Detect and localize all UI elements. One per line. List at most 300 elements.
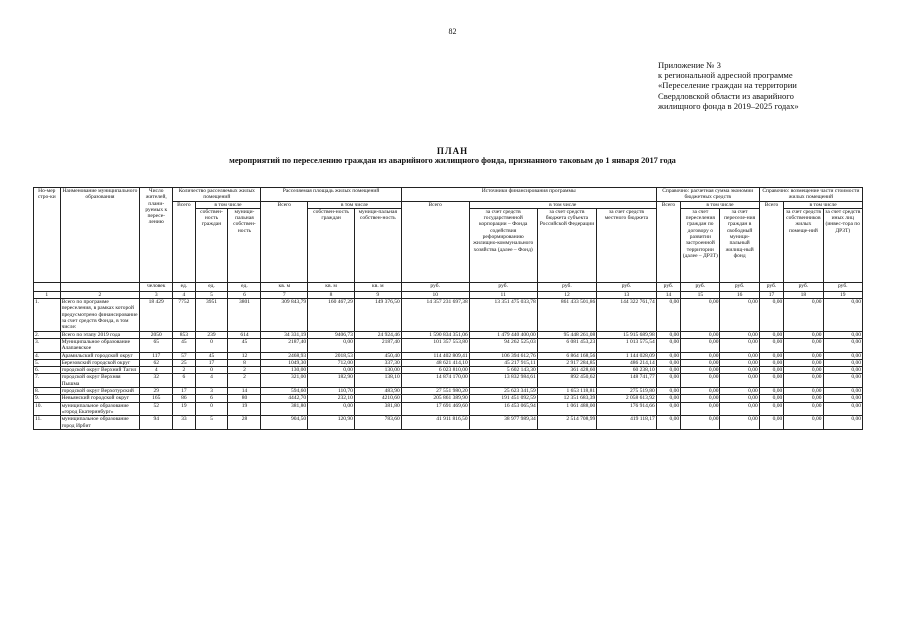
value-cell: 48 621 414,10 [401,359,469,366]
value-cell: 0,00 [823,374,862,388]
table-row [34,416,863,430]
table-row [34,367,863,374]
value-cell: 4442,70 [261,395,308,402]
value-cell: 0,00 [759,331,783,338]
value-cell: 94 262 525,03 [469,338,537,352]
value-cell: 38 977 989,34 [469,416,537,430]
unit-cell: руб. [469,282,537,291]
header-private: собствен-ность граждан [308,208,355,282]
value-cell: 2 514 708,99 [537,416,597,430]
value-cell: 17 [173,388,195,395]
value-cell: 0,00 [681,299,720,331]
value-cell: 182,90 [308,374,355,388]
value-cell: 0,00 [681,416,720,430]
value-cell: 0,00 [656,395,680,402]
unit-cell: ед. [173,282,195,291]
value-cell: 712,00 [308,359,355,366]
value-cell: 4 [195,374,228,388]
value-cell: 117 [140,352,173,359]
header-total: Всего [656,201,680,282]
unit-cell: руб. [537,282,597,291]
appendix-line: Приложение № 3 [658,60,721,70]
value-cell: 45 [228,338,261,352]
row-number-cell: 1. [34,299,61,331]
value-cell: 275 519,80 [597,388,657,395]
value-cell: 0,00 [681,367,720,374]
header-incl: в том числе [681,201,760,208]
data-body [34,299,863,430]
row-number-cell: 3. [34,338,61,352]
value-cell: 0,00 [759,338,783,352]
column-number-cell: 11 [469,291,537,298]
unit-cell: ед. [228,282,261,291]
column-number-cell: 2 [60,291,140,298]
value-cell: 321,00 [261,374,308,388]
row-number-cell: 9. [34,395,61,402]
value-cell: 2 917 284,85 [537,359,597,366]
row-number-cell: 8. [34,388,61,395]
header-econ-group: Справочно: расчетная сумма экономии бюджетных средств [656,188,759,202]
header-finance-group: Источники финансирования программы [401,188,656,202]
value-cell: 130,00 [354,367,401,374]
value-cell: 0,00 [759,359,783,366]
value-cell: 0,00 [784,395,823,402]
value-cell: 7752 [173,299,195,331]
value-cell: 0 [195,367,228,374]
value-cell: 14 357 231 697,38 [401,299,469,331]
value-cell: 0,00 [823,359,862,366]
header-area-group: Расселяемая площадь жилых помещений [261,188,401,202]
municipality-name-cell: муниципальное образование «город Екатеринбург» [60,402,140,416]
value-cell: 0,00 [720,359,759,366]
value-cell: 0,00 [759,367,783,374]
value-cell: 0,00 [759,374,783,388]
value-cell: 3801 [228,299,261,331]
value-cell: 0,00 [784,331,823,338]
header-comp-group: Справочно: возмещение части стоимости жилых помещений [759,188,862,202]
value-cell: 80 [228,395,261,402]
value-cell: 0,00 [784,388,823,395]
value-cell: 0,00 [823,402,862,416]
column-number-cell: 1 [34,291,61,298]
value-cell: 419 118,17 [597,416,657,430]
unit-cell: руб. [597,282,657,291]
row-number-cell: 11. [34,416,61,430]
value-cell: 8 [228,359,261,366]
value-cell: 9406,73 [308,331,355,338]
value-cell: 12 351 683,39 [537,395,597,402]
value-cell: 0,00 [759,395,783,402]
header-total: Всего [261,201,308,282]
table-row [34,395,863,402]
value-cell: 2 058 613,92 [597,395,657,402]
value-cell: 0,00 [784,359,823,366]
value-cell: 232,10 [308,395,355,402]
row-number-cell: 10. [34,402,61,416]
value-cell: 191 451 092,59 [469,395,537,402]
value-cell: 0,00 [681,374,720,388]
value-cell: 0,00 [759,299,783,331]
value-cell: 3951 [195,299,228,331]
column-number-row [34,291,863,298]
value-cell: 94 [140,416,173,430]
column-number-cell: 14 [656,291,680,298]
value-cell: 1 013 575,54 [597,338,657,352]
value-cell: 0,00 [681,359,720,366]
municipality-name-cell: городской округ Верхотурский [60,388,140,395]
unit-cell [34,282,61,291]
value-cell: 0,00 [656,338,680,352]
unit-cell: руб. [681,282,720,291]
value-cell: 0,00 [681,352,720,359]
value-cell: 1 653 118,81 [537,388,597,395]
header-row-1 [34,188,863,202]
value-cell: 594,60 [261,388,308,395]
column-number-cell: 12 [537,291,597,298]
header-municipal: муници-пальная собствен-ность [228,208,261,282]
header-private: собствен-ность граждан [195,208,228,282]
value-cell: 483,90 [354,388,401,395]
value-cell: 1 479 440 400,00 [469,331,537,338]
value-cell: 110,70 [308,388,355,395]
value-cell: 101 357 553,80 [401,338,469,352]
header-incl: в том числе [469,201,656,208]
row-number-cell: 4. [34,352,61,359]
value-cell: 0,00 [656,352,680,359]
value-cell: 25 [173,359,195,366]
value-cell: 0,00 [759,416,783,430]
value-cell: 0,00 [823,338,862,352]
value-cell: 1049,30 [261,359,308,366]
value-cell: 0,00 [308,367,355,374]
value-cell: 29 [140,388,173,395]
column-number-cell: 8 [308,291,355,298]
value-cell: 6 [173,374,195,388]
header-rooms-group: Количество расселяемых жилых помещений [173,188,261,202]
municipality-name-cell: Березовский городской округ [60,359,140,366]
value-cell: 0,00 [308,402,355,416]
value-cell: 18 429 [140,299,173,331]
value-cell: 2187,40 [261,338,308,352]
value-cell: 12 [228,352,261,359]
value-cell: 4210,60 [354,395,401,402]
value-cell: 0,00 [720,331,759,338]
value-cell: 0,00 [656,359,680,366]
value-cell: 148 741,77 [597,374,657,388]
value-cell: 0,00 [656,416,680,430]
appendix-line: Свердловской области из аварийного [658,90,794,101]
column-number-cell: 15 [681,291,720,298]
value-cell: 2 [173,367,195,374]
value-cell: 65 [140,338,173,352]
value-cell: 106 394 612,76 [469,352,537,359]
unit-cell: руб. [823,282,862,291]
value-cell: 0,00 [784,352,823,359]
value-cell: 0,00 [784,374,823,388]
value-cell: 0,00 [308,338,355,352]
value-cell: 239 [195,331,228,338]
value-cell: 783,60 [354,416,401,430]
page-number: 82 [448,27,457,36]
value-cell: 2468,93 [261,352,308,359]
value-cell: 114 402 809,41 [401,352,469,359]
value-cell: 0,00 [656,331,680,338]
value-cell: 52 [140,402,173,416]
document-subtitle: мероприятий по переселению граждан из аварийного жилищного фонда, признанного таковым до 1 января 2017 года [229,156,676,165]
value-cell: 0,00 [823,388,862,395]
value-cell: 5 602 143,30 [469,367,537,374]
value-cell: 130,00 [261,367,308,374]
value-cell: 160 467,29 [308,299,355,331]
table-row [34,402,863,416]
value-cell: 62 [140,359,173,366]
value-cell: 0,00 [823,331,862,338]
unit-cell: руб. [759,282,783,291]
column-number-cell: 4 [173,291,195,298]
value-cell: 95 448 261,08 [537,331,597,338]
unit-cell: человек [140,282,173,291]
units-row [34,282,863,291]
value-cell: 138,10 [354,374,401,388]
value-cell: 19 [228,402,261,416]
value-cell: 0,00 [681,338,720,352]
value-cell: 0,00 [681,395,720,402]
value-cell: 450,40 [354,352,401,359]
value-cell: 6 023 810,00 [401,367,469,374]
value-cell: 0,00 [823,416,862,430]
municipality-name-cell: Всего по программе переселения, в рамках которой предусмотрено финансирование за счет средств Фонда, в том числе: [60,299,140,331]
header-regional: за счет средств бюджета субъекта Российской Федерации [537,208,597,282]
value-cell: 0,00 [823,395,862,402]
column-number-cell: 7 [261,291,308,298]
header-incl: в том числе [784,201,863,208]
value-cell: 904,50 [261,416,308,430]
value-cell: 45 [173,338,195,352]
value-cell: 5 [195,416,228,430]
value-cell: 2187,40 [354,338,401,352]
column-number-cell: 13 [597,291,657,298]
value-cell: 309 843,79 [261,299,308,331]
value-cell: 120,90 [308,416,355,430]
header-incl: в том числе [308,201,402,208]
value-cell: 381,80 [261,402,308,416]
header-local: за счет средств местного бюджета [597,208,657,282]
value-cell: 19 [173,402,195,416]
table-row [34,388,863,395]
table-row [34,374,863,388]
column-number-cell: 10 [401,291,469,298]
table-row [34,359,863,366]
row-number-cell: 6. [34,367,61,374]
header-dev-contract: за счет переселения граждан по договору о развитии застроенной территории (далее – ДРЗТ) [681,208,720,282]
value-cell: 15 915 689,98 [597,331,657,338]
value-cell: 0,00 [784,416,823,430]
municipality-name-cell: Невьянский городской округ [60,395,140,402]
value-cell: 2 [228,374,261,388]
header-residents: Число жителей, плани-руемых к пересе-лению [140,188,173,283]
value-cell: 0,00 [720,367,759,374]
value-cell: 57 [173,352,195,359]
unit-cell: кв. м [308,282,355,291]
value-cell: 41 911 816,50 [401,416,469,430]
column-number-cell: 16 [720,291,759,298]
value-cell: 0,00 [656,367,680,374]
value-cell: 3 [195,388,228,395]
plan-table [33,187,863,430]
value-cell: 144 322 761,74 [597,299,657,331]
value-cell: 892 450,62 [537,374,597,388]
appendix-line: жилищного фонда в 2019–2025 годах» [658,100,799,111]
value-cell: 861 433 501,86 [537,299,597,331]
unit-cell: руб. [720,282,759,291]
value-cell: 0,00 [720,374,759,388]
unit-cell: руб. [401,282,469,291]
value-cell: 24 924,46 [354,331,401,338]
row-number-cell: 2. [34,331,61,338]
table-row [34,299,863,331]
table-row [34,338,863,352]
value-cell: 0 [195,338,228,352]
value-cell: 853 [173,331,195,338]
value-cell: 13 351 475 033,78 [469,299,537,331]
value-cell: 0,00 [784,299,823,331]
unit-cell: руб. [784,282,823,291]
value-cell: 27 551 980,20 [401,388,469,395]
municipality-name-cell: Муниципальное образование Алапаевское [60,338,140,352]
municipality-name-cell: городской округ Верхний Тагил [60,367,140,374]
value-cell: 165 [140,395,173,402]
value-cell: 34 331,19 [261,331,308,338]
header-fund: за счет средств государственной корпорации – Фонда содействия реформированию жилищно-коммунального хозяйства (далее – Фонд) [469,208,537,282]
header-free-market: за счет переселе-ния граждан в свободный муници-пальный жилищ-ный фонд [720,208,759,282]
value-cell: 1 061 488,00 [537,402,597,416]
value-cell: 614 [228,331,261,338]
header-owners: за счет средств собственников жилых помеще-ний [784,208,823,282]
value-cell: 13 832 984,61 [469,374,537,388]
header-municipal: муници-пальная собствен-ность [354,208,401,282]
value-cell: 0,00 [720,402,759,416]
unit-cell: кв. м [354,282,401,291]
value-cell: 0,00 [823,352,862,359]
value-cell: 2050 [140,331,173,338]
appendix-line: «Переселение граждан на территории [658,80,797,91]
table-row [34,331,863,338]
unit-cell: ед. [195,282,228,291]
value-cell: 0,00 [784,367,823,374]
header-total: Всего [401,201,469,282]
value-cell: 2018,53 [308,352,355,359]
value-cell: 6 081 453,23 [537,338,597,352]
value-cell: 1 144 028,09 [597,352,657,359]
value-cell: 205 861 389,90 [401,395,469,402]
value-cell: 14 [228,388,261,395]
value-cell: 0 [195,402,228,416]
value-cell: 0,00 [720,338,759,352]
value-cell: 0,00 [681,331,720,338]
value-cell: 6 864 168,56 [537,352,597,359]
value-cell: 176 914,66 [597,402,657,416]
header-total: Всего [173,201,195,282]
value-cell: 0,00 [720,395,759,402]
value-cell: 0,00 [784,402,823,416]
header-others: за счет средств иных лиц (инвес-тора по ДРЗТ) [823,208,862,282]
value-cell: 0,00 [720,388,759,395]
header-name: Наименование муниципального образования [60,188,140,283]
value-cell: 0,00 [759,402,783,416]
value-cell: 33 [173,416,195,430]
header-incl: в том числе [195,201,261,208]
header-num: Но-мер стро-ки [34,188,61,283]
value-cell: 4 [140,367,173,374]
column-number-cell: 9 [354,291,401,298]
value-cell: 25 623 341,59 [469,388,537,395]
table-row [34,352,863,359]
value-cell: 337,30 [354,359,401,366]
value-cell: 6 [195,395,228,402]
column-number-cell: 18 [784,291,823,298]
value-cell: 0,00 [656,299,680,331]
value-cell: 0,00 [823,299,862,331]
value-cell: 45 [195,352,228,359]
row-number-cell: 7. [34,374,61,388]
column-number-cell: 6 [228,291,261,298]
value-cell: 0,00 [759,352,783,359]
value-cell: 86 [173,395,195,402]
column-number-cell: 5 [195,291,228,298]
value-cell: 361 428,60 [537,367,597,374]
value-cell: 45 217 915,11 [469,359,537,366]
header-total: Всего [759,201,783,282]
value-cell: 16 453 065,94 [469,402,537,416]
column-number-cell: 17 [759,291,783,298]
unit-cell: руб. [656,282,680,291]
value-cell: 0,00 [720,352,759,359]
value-cell: 28 [228,416,261,430]
value-cell: 0,00 [656,402,680,416]
value-cell: 0,00 [823,367,862,374]
value-cell: 0,00 [656,388,680,395]
value-cell: 60 238,10 [597,367,657,374]
value-cell: 0,00 [681,402,720,416]
column-number-cell: 19 [823,291,862,298]
value-cell: 486 214,14 [597,359,657,366]
value-cell: 1 590 834 351,06 [401,331,469,338]
row-number-cell: 5. [34,359,61,366]
column-number-cell: 3 [140,291,173,298]
municipality-name-cell: городской округ Верхняя Пышма [60,374,140,388]
value-cell: 0,00 [720,416,759,430]
value-cell: 32 [140,374,173,388]
value-cell: 17 691 469,60 [401,402,469,416]
appendix-line: к региональной адресной программе [658,70,793,81]
value-cell: 17 [195,359,228,366]
value-cell: 0,00 [681,388,720,395]
value-cell: 0,00 [720,299,759,331]
municipality-name-cell: Арамильский городской округ [60,352,140,359]
appendix-note [658,60,799,111]
value-cell: 14 874 170,00 [401,374,469,388]
value-cell: 0,00 [784,338,823,352]
unit-cell: кв. м [261,282,308,291]
document-title: ПЛАН [436,146,469,156]
value-cell: 149 376,50 [354,299,401,331]
municipality-name-cell: Всего по этапу 2019 года [60,331,140,338]
value-cell: 2 [228,367,261,374]
value-cell: 381,80 [354,402,401,416]
value-cell: 0,00 [656,374,680,388]
municipality-name-cell: муниципальное образование город Ирбит [60,416,140,430]
unit-cell [60,282,140,291]
